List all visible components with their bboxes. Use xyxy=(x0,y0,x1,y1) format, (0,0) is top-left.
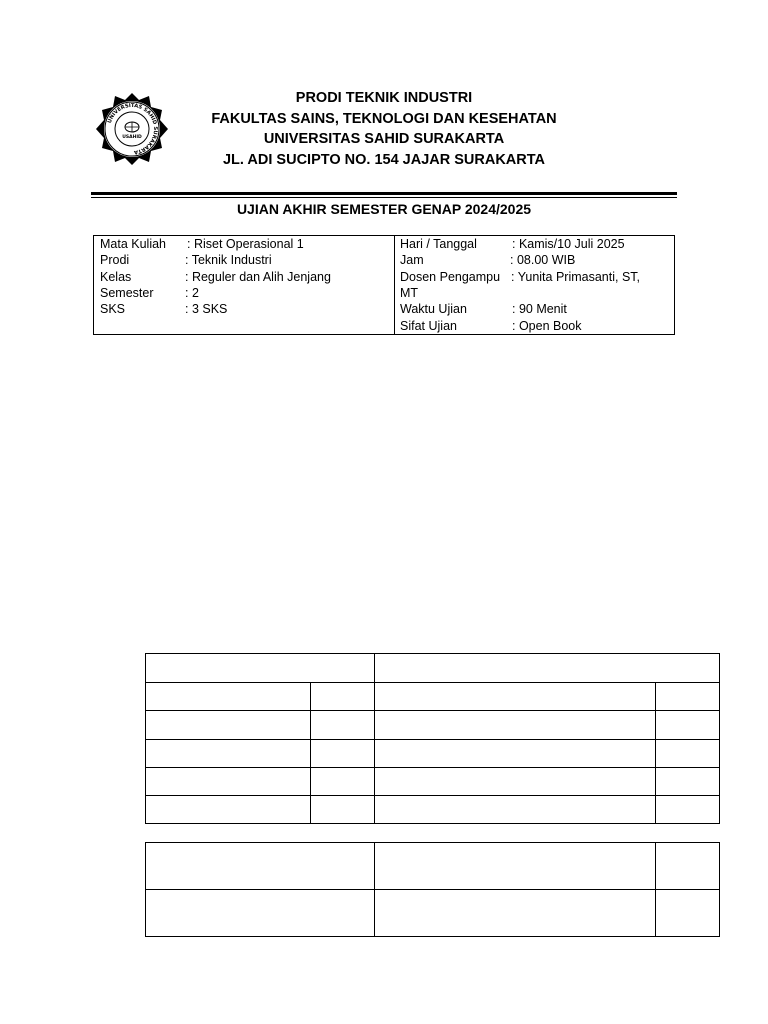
header-line-prodi: PRODI TEKNIK INDUSTRI xyxy=(295,90,473,106)
info-label: Sifat Ujian xyxy=(400,318,457,333)
info-value: : Teknik Industri xyxy=(185,253,272,268)
empty-score-table xyxy=(145,653,720,824)
logo-center-text: USAHID xyxy=(122,135,142,140)
info-label: Prodi xyxy=(100,253,130,268)
info-divider xyxy=(394,236,395,334)
header-line-faculty: FAKULTAS SAINS, TEKNOLOGI DAN KESEHATAN xyxy=(211,111,557,127)
header-line-address: JL. ADI SUCIPTO NO. 154 JAJAR SURAKARTA xyxy=(222,152,545,168)
info-value: : Open Book xyxy=(512,318,582,333)
table-row-divider xyxy=(146,710,719,711)
info-value: : 08.00 WIB xyxy=(510,253,576,268)
table-row-divider xyxy=(146,682,719,683)
info-value: : Reguler dan Alih Jenjang xyxy=(185,269,331,284)
header-rule-thick xyxy=(91,192,677,195)
exam-title: UJIAN AKHIR SEMESTER GENAP 2024/2025 xyxy=(236,201,532,217)
info-label: MT xyxy=(400,285,419,300)
table-col-divider xyxy=(655,682,656,823)
info-label: Mata Kuliah xyxy=(100,237,167,251)
info-label: Waktu Ujian xyxy=(400,302,467,317)
empty-signature-table xyxy=(145,842,720,937)
info-value: : 90 Menit xyxy=(512,302,567,317)
header-line-university: UNIVERSITAS SAHID SURAKARTA xyxy=(263,131,505,147)
info-value: : 2 xyxy=(185,285,199,300)
info-value: : Yunita Primasanti, ST, xyxy=(511,269,640,284)
exam-info-table xyxy=(93,235,675,335)
university-logo xyxy=(96,93,168,165)
info-value: : Kamis/10 Juli 2025 xyxy=(512,237,625,251)
info-label: Dosen Pengampu xyxy=(400,269,501,284)
info-label: Jam xyxy=(400,253,424,268)
table-col-divider xyxy=(310,682,311,823)
info-label: Hari / Tanggal xyxy=(400,237,477,251)
table-row-divider xyxy=(146,767,719,768)
logo-ring-text: UNIVERSITAS SAHID SURAKARTA xyxy=(106,102,159,155)
info-label: Kelas xyxy=(100,269,132,284)
table-row-divider xyxy=(146,889,719,890)
header-rule-thin xyxy=(91,197,677,198)
info-label: SKS xyxy=(100,302,126,317)
info-value: : Riset Operasional 1 xyxy=(187,237,304,251)
table-row-divider xyxy=(146,739,719,740)
info-value: : 3 SKS xyxy=(185,302,228,317)
table-row-divider xyxy=(146,795,719,796)
info-label: Semester xyxy=(100,285,154,300)
